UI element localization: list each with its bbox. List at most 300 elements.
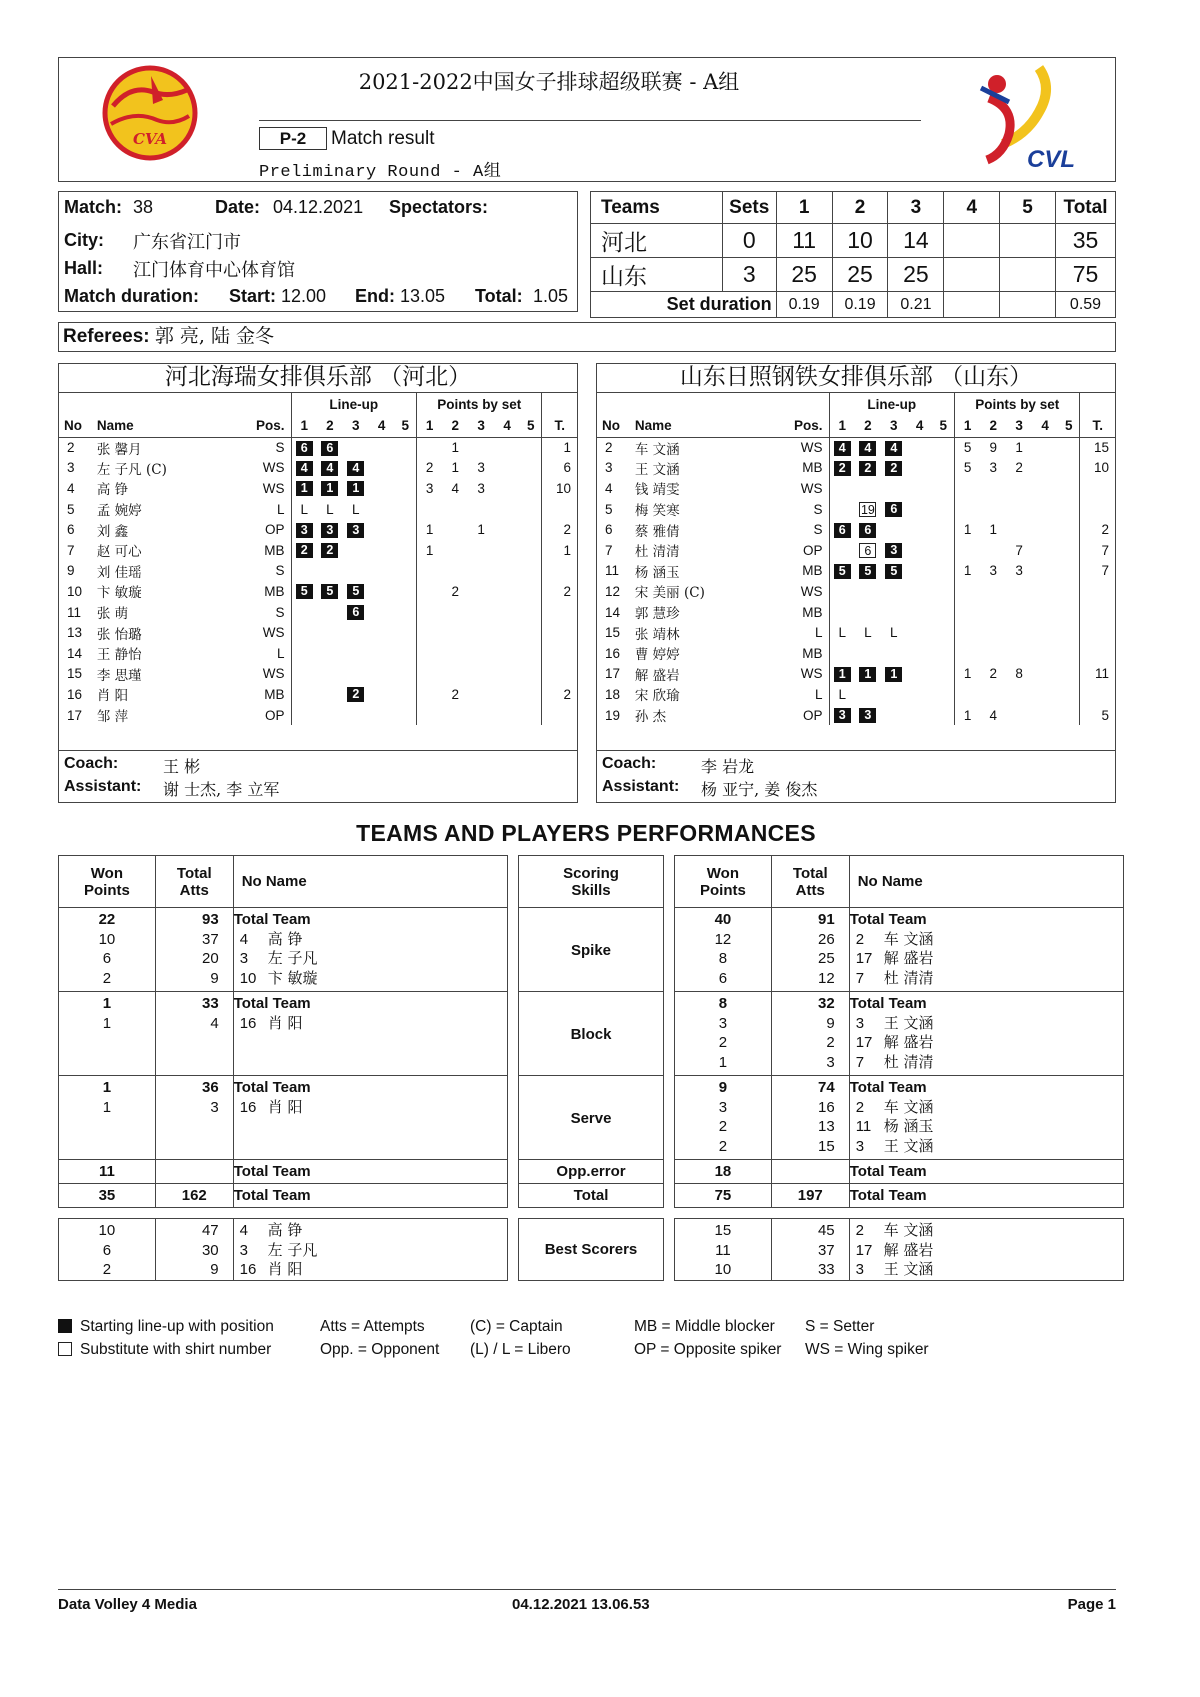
set-points <box>416 643 442 664</box>
lineup-cell <box>343 581 369 602</box>
set-points <box>980 622 1006 643</box>
won-points: 2 <box>718 1137 728 1155</box>
set-points <box>494 540 520 561</box>
set-points <box>1006 519 1032 540</box>
lineup-cell <box>369 643 395 664</box>
set-score: 11 <box>776 224 832 258</box>
lineup-cell <box>369 684 395 705</box>
set-points: 3 <box>477 460 485 476</box>
won-points-col <box>59 1076 156 1160</box>
duration-label: Match duration: <box>64 286 199 306</box>
total-points <box>1080 478 1115 499</box>
won-points: 1 <box>102 1098 112 1116</box>
set-points: 2 <box>1015 460 1023 476</box>
set-duration <box>1000 292 1056 318</box>
player-name: 高 铮 <box>267 929 303 948</box>
player-row <box>597 458 1115 479</box>
player-entry <box>850 1053 1123 1073</box>
set-points <box>980 581 1006 602</box>
skill-group-row <box>675 908 1124 992</box>
coach-label: Coach: <box>602 755 657 772</box>
total-points: 10 <box>542 478 577 499</box>
total-points <box>542 705 577 726</box>
set-points <box>442 705 468 726</box>
set-col-header: 1 <box>829 415 855 437</box>
player-number: 17 <box>855 950 873 967</box>
player-number: 6 <box>605 522 613 538</box>
player-entry <box>850 949 1123 969</box>
total-points: 10 <box>1080 458 1115 479</box>
lineup-header: Line-up <box>291 393 416 415</box>
lineup-cell <box>907 458 933 479</box>
set-score <box>1000 258 1056 292</box>
player-position: WS <box>800 440 823 456</box>
lineup-cell <box>933 602 955 623</box>
won-points: 2 <box>102 1261 112 1278</box>
player-row <box>597 478 1115 499</box>
lineup-cell <box>395 684 417 705</box>
player-name: 孟 婉婷 <box>96 503 142 520</box>
total-points <box>542 622 577 643</box>
won-points: 3 <box>718 1098 728 1116</box>
set-points <box>442 602 468 623</box>
no-name-header: No Name <box>849 856 1123 908</box>
player-name: 张 萌 <box>96 606 129 623</box>
lineup-cell <box>829 622 855 643</box>
report-header <box>58 57 1116 182</box>
total-atts: 33 <box>817 1261 835 1278</box>
set-points <box>1032 643 1058 664</box>
sets-header: Sets <box>722 192 776 224</box>
set-points <box>520 499 542 520</box>
player-number: 3 <box>239 950 249 967</box>
player-name: 王 文涵 <box>634 461 680 478</box>
set-col-header: 2 <box>855 415 881 437</box>
player-row <box>597 602 1115 623</box>
total-atts-col <box>155 1076 233 1160</box>
won-points-col <box>675 992 772 1076</box>
set-col-header: 1 <box>954 415 980 437</box>
total-label: Total <box>792 864 828 882</box>
total-points <box>1080 602 1115 623</box>
starting-position: 5 <box>834 564 851 579</box>
player-number: 19 <box>605 707 621 723</box>
player-position: OP <box>803 707 823 723</box>
player-row <box>597 622 1115 643</box>
lineup-cell <box>933 684 955 705</box>
player-number: 7 <box>605 542 613 558</box>
total-atts: 9 <box>210 969 219 987</box>
set-col-header: 5 <box>933 415 955 437</box>
total-points: 2 <box>542 519 577 540</box>
skill-serve: Serve <box>519 1076 664 1160</box>
total-team-label: Total Team <box>849 995 927 1012</box>
lineup-cell <box>317 437 343 458</box>
total-atts: 33 <box>202 995 219 1012</box>
total-points <box>542 602 577 623</box>
set-points <box>494 643 520 664</box>
skill-total: Total <box>573 1187 609 1204</box>
lineup-cell <box>395 478 417 499</box>
lineup-cell <box>317 602 343 623</box>
lineup-cell <box>933 705 955 726</box>
set-points <box>520 437 542 458</box>
player-col <box>849 992 1123 1076</box>
player-row <box>59 664 577 685</box>
score-table <box>590 191 1116 318</box>
total-row <box>675 1184 1124 1208</box>
lineup-cell <box>395 519 417 540</box>
player-entry <box>234 1241 507 1261</box>
set-points: 1 <box>416 519 442 540</box>
set-points <box>416 664 442 685</box>
player-position: WS <box>262 480 285 496</box>
player-number: 12 <box>605 583 621 599</box>
set-points <box>520 561 542 582</box>
legend-libero: (L) / L = Libero <box>470 1341 571 1358</box>
set-score: 14 <box>888 224 944 258</box>
lineup-cell <box>829 519 855 540</box>
set-points <box>1006 643 1032 664</box>
total-atts-col <box>771 1219 849 1281</box>
set-points <box>1058 581 1080 602</box>
player-entry <box>234 969 507 989</box>
set-points <box>1032 705 1058 726</box>
total-points: 7 <box>1080 540 1115 561</box>
total-points: 2 <box>542 581 577 602</box>
set-points <box>1032 499 1058 520</box>
starting-position: 4 <box>834 441 851 456</box>
set-1-header: 1 <box>776 192 832 224</box>
set-points <box>468 581 494 602</box>
lineup-cell <box>907 561 933 582</box>
won-points: 1 <box>102 1079 112 1096</box>
total-atts-col <box>155 1219 233 1281</box>
starting-position: 2 <box>347 687 364 702</box>
set-points <box>1032 561 1058 582</box>
starting-position: 5 <box>859 564 876 579</box>
libero-marker: L <box>300 501 308 517</box>
total-atts: 9 <box>210 1261 219 1278</box>
won-points-col <box>675 1076 772 1160</box>
lineup-cell <box>881 684 907 705</box>
won-points-header <box>675 856 772 908</box>
set-points <box>954 622 980 643</box>
pos-header: Pos. <box>785 415 829 437</box>
skill-block: Block <box>519 992 664 1076</box>
won-points: 6 <box>718 969 728 987</box>
away-best-scorers <box>674 1218 1124 1281</box>
lineup-cell <box>317 499 343 520</box>
svg-text:CVA: CVA <box>132 130 168 148</box>
assistant-label: Assistant: <box>64 778 142 795</box>
filled-square-icon <box>58 1319 72 1333</box>
set-col-header: 2 <box>442 415 468 437</box>
scoring-label: Scoring <box>563 864 619 882</box>
player-number: 3 <box>239 1241 248 1259</box>
total-points: 2 <box>542 684 577 705</box>
set-points: 1 <box>451 460 460 476</box>
lineup-cell <box>907 478 933 499</box>
total-header: T. <box>542 415 577 437</box>
player-entry <box>850 1033 1123 1053</box>
starting-position: 3 <box>296 523 313 538</box>
lineup-cell <box>907 581 933 602</box>
cva-logo <box>101 64 199 162</box>
player-position: MB <box>802 604 823 620</box>
player-number: 14 <box>67 645 83 661</box>
lineup-cell <box>291 499 317 520</box>
won-points: 35 <box>98 1187 116 1204</box>
player-number: 17 <box>67 707 83 723</box>
set-score: 25 <box>776 258 832 292</box>
home-team-roster <box>58 363 578 803</box>
set-points <box>520 519 542 540</box>
total-atts: 32 <box>818 995 835 1012</box>
player-name: 杨 涵玉 <box>634 564 680 581</box>
home-performance-table <box>58 855 508 1208</box>
won-points: 11 <box>715 1241 731 1259</box>
lineup-cell <box>291 561 317 582</box>
won-points: 3 <box>718 1014 728 1032</box>
won-points: 2 <box>718 1034 728 1051</box>
lineup-cell <box>829 643 855 664</box>
team-name: 河北 <box>591 224 723 258</box>
lineup-cell <box>855 561 881 582</box>
player-name: 李 思瑾 <box>96 667 142 684</box>
set-points: 9 <box>989 440 998 456</box>
lineup-cell <box>395 561 417 582</box>
player-row <box>597 561 1115 582</box>
total-points <box>1080 622 1115 643</box>
player-row <box>59 561 577 582</box>
referees-label: Referees: <box>63 326 150 347</box>
lineup-cell <box>829 664 855 685</box>
player-entry <box>850 1117 1123 1137</box>
libero-marker: L <box>838 686 846 702</box>
set-points: 1 <box>954 519 980 540</box>
set-points: 1 <box>989 522 998 538</box>
total-team-label: Total Team <box>233 995 311 1012</box>
player-entry <box>850 910 1123 930</box>
total-atts: 20 <box>202 950 219 967</box>
set-points <box>1058 561 1080 582</box>
skill-row <box>519 908 664 992</box>
lineup-cell <box>317 705 343 726</box>
set-points: 3 <box>416 478 442 499</box>
no-name-header: No Name <box>233 856 507 908</box>
starting-position: 4 <box>321 461 338 476</box>
player-row <box>59 478 577 499</box>
starting-position: 5 <box>347 584 364 599</box>
player-row <box>597 664 1115 685</box>
set-points: 2 <box>989 666 998 682</box>
player-entry <box>850 969 1123 989</box>
points-by-set-header: Points by set <box>416 393 542 415</box>
player-entry <box>234 1221 507 1241</box>
set-points <box>442 664 468 685</box>
set-points <box>980 499 1006 520</box>
lineup-cell <box>907 540 933 561</box>
team-name: 山东日照钢铁女排俱乐部 （山东） <box>597 364 1115 393</box>
starting-position: 1 <box>296 481 313 496</box>
player-number: 7 <box>855 1053 865 1071</box>
skills-header-row <box>519 856 664 908</box>
player-row <box>597 705 1115 726</box>
set-col-header: 4 <box>1032 415 1058 437</box>
lineup-cell <box>343 684 369 705</box>
set-points <box>1006 684 1032 705</box>
set-col-header: 4 <box>369 415 395 437</box>
title-divider <box>259 120 921 121</box>
match-date: 04.12.2021 <box>273 197 364 217</box>
home-best-scorers <box>58 1218 508 1281</box>
svg-text:CVL: CVL <box>1027 146 1075 173</box>
player-position: MB <box>264 542 285 558</box>
roster-group-header <box>59 393 577 415</box>
lineup-cell <box>855 581 881 602</box>
player-row <box>59 622 577 643</box>
points-label: Points <box>83 881 130 899</box>
player-name: 肖 阳 <box>96 688 129 705</box>
set-3-header: 3 <box>888 192 944 224</box>
starting-position: 1 <box>321 481 338 496</box>
starting-position: 1 <box>347 481 364 496</box>
performances-title: TEAMS AND PLAYERS PERFORMANCES <box>356 820 816 846</box>
lineup-cell <box>369 664 395 685</box>
legend-starting <box>58 1318 274 1336</box>
set-points: 1 <box>451 440 460 456</box>
player-name: 蔡 雅倩 <box>634 523 680 540</box>
set-col-header: 1 <box>416 415 442 437</box>
total-atts: 13 <box>818 1118 835 1135</box>
opp-error-row <box>675 1160 1124 1184</box>
lineup-cell <box>317 478 343 499</box>
set-points <box>954 540 980 561</box>
lineup-cell <box>291 458 317 479</box>
total-header: T. <box>1080 415 1115 437</box>
starting-position: 3 <box>859 708 876 723</box>
libero-marker: L <box>326 501 334 517</box>
player-name: 解 盛岩 <box>634 667 680 684</box>
won-points: 75 <box>714 1187 732 1204</box>
skill-opp-error: Opp.error <box>519 1160 664 1184</box>
total-header: Total <box>1055 192 1115 224</box>
set-points <box>416 581 442 602</box>
set-points <box>1058 602 1080 623</box>
set-points <box>494 581 520 602</box>
set-points <box>980 643 1006 664</box>
lineup-cell <box>343 705 369 726</box>
lineup-cell <box>881 519 907 540</box>
player-position: OP <box>265 522 285 538</box>
total-team-label: Total Team <box>233 1184 507 1208</box>
coach-label: Coach: <box>64 755 119 772</box>
skill-group-row <box>59 1076 508 1160</box>
total-atts <box>771 1160 849 1184</box>
set-points: 5 <box>954 437 980 458</box>
lineup-cell <box>317 664 343 685</box>
set-col-header: 3 <box>343 415 369 437</box>
lineup-cell <box>395 581 417 602</box>
player-name: 宋 美丽 (C) <box>634 585 705 602</box>
lineup-cell <box>829 499 855 520</box>
set-score <box>1000 224 1056 258</box>
total-atts: 3 <box>210 1098 219 1116</box>
total-team-label: Total Team <box>849 1079 927 1096</box>
set-points <box>468 705 494 726</box>
lineup-cell <box>395 437 417 458</box>
set-points <box>442 519 468 540</box>
no-header: No <box>59 415 93 437</box>
set-points <box>520 602 542 623</box>
player-number: 2 <box>855 930 865 948</box>
starting-position: 6 <box>859 523 876 538</box>
points-label: Points <box>699 881 746 899</box>
lineup-cell <box>933 437 955 458</box>
total-atts: 37 <box>817 1241 835 1259</box>
lineup-cell <box>317 684 343 705</box>
player-number: 10 <box>239 969 257 987</box>
starting-position: 4 <box>347 461 364 476</box>
lineup-cell <box>343 540 369 561</box>
player-name: 郭 慧珍 <box>634 606 680 623</box>
player-position: MB <box>264 583 285 599</box>
roster-table <box>59 393 577 725</box>
legend-s: S = Setter <box>805 1318 875 1335</box>
lineup-cell <box>907 705 933 726</box>
set-col-header: 4 <box>907 415 933 437</box>
player-number: 11 <box>67 604 82 620</box>
perf-header-row <box>675 856 1124 908</box>
set-points <box>468 643 494 664</box>
lineup-cell <box>369 519 395 540</box>
player-row <box>59 705 577 726</box>
player-entry <box>850 1241 1123 1261</box>
legend-mb: MB = Middle blocker <box>634 1318 775 1335</box>
player-entry <box>850 1221 1123 1241</box>
total-points: 35 <box>1055 224 1115 258</box>
starting-position: 6 <box>834 523 851 538</box>
total-atts-col <box>155 908 233 992</box>
total-atts: 45 <box>817 1222 835 1239</box>
set-points <box>494 684 520 705</box>
legend-substitute <box>58 1341 271 1359</box>
set-points <box>954 581 980 602</box>
player-number: 9 <box>67 563 75 579</box>
lineup-cell <box>291 684 317 705</box>
player-entry <box>234 949 507 969</box>
lineup-cell <box>829 602 855 623</box>
lineup-cell <box>291 705 317 726</box>
pos-header: Pos. <box>247 415 291 437</box>
player-number: 4 <box>239 930 249 948</box>
player-position: S <box>275 563 285 579</box>
player-name: 车 文涵 <box>883 1221 934 1239</box>
libero-marker: L <box>864 625 872 641</box>
empty-square-icon <box>58 1342 72 1356</box>
lineup-cell <box>343 602 369 623</box>
lineup-cell <box>829 581 855 602</box>
player-entry <box>234 910 507 930</box>
lineup-cell <box>317 622 343 643</box>
set-points <box>520 643 542 664</box>
lineup-cell <box>855 705 881 726</box>
total-atts-col <box>771 992 849 1076</box>
legend-atts: Atts = Attempts <box>320 1318 425 1335</box>
starting-position: 1 <box>834 667 851 682</box>
set-col-header: 3 <box>1006 415 1032 437</box>
